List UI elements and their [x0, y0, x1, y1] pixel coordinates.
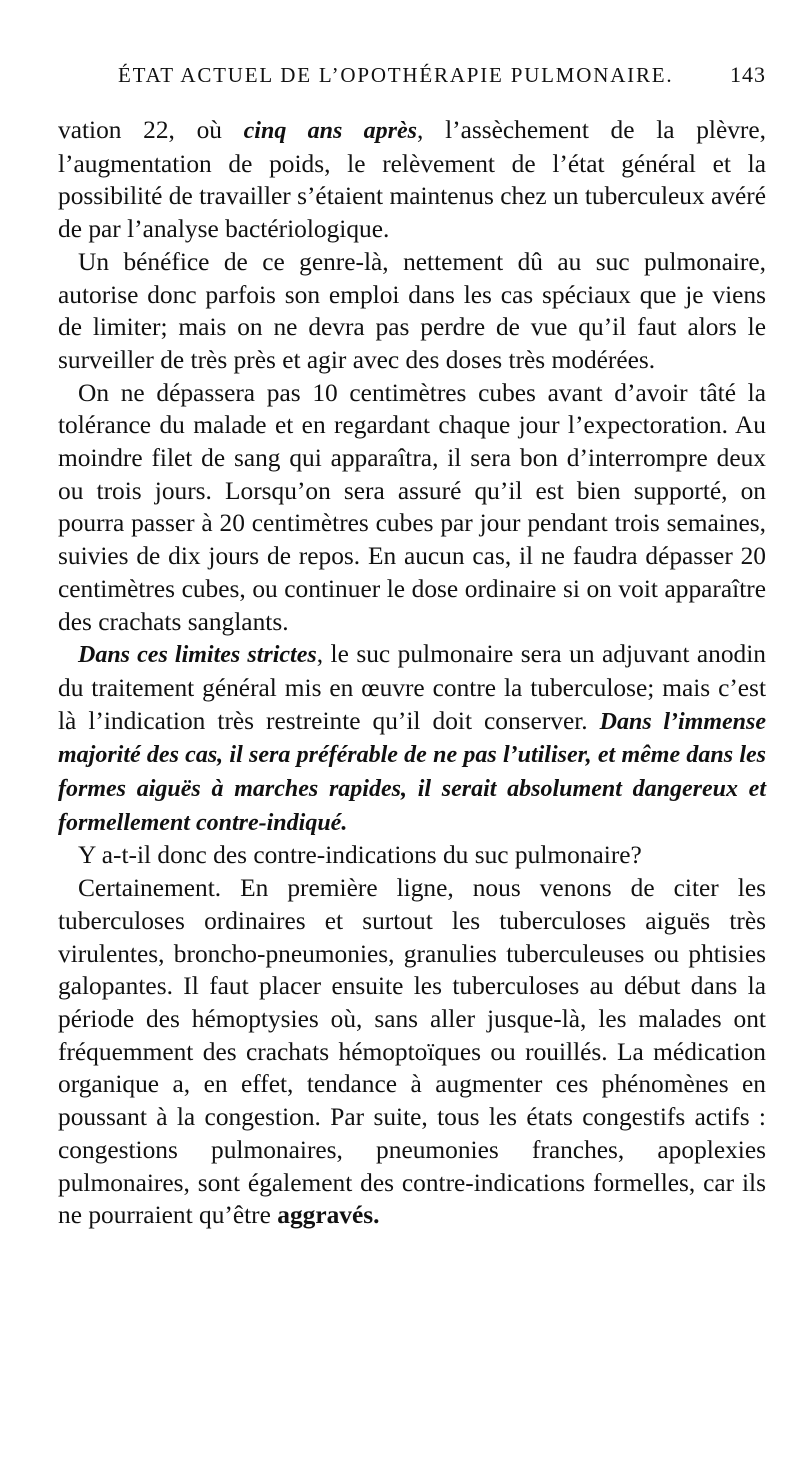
- paragraph-6: [58, 872, 766, 1232]
- running-title: ÉTAT ACTUEL DE L’OPOTHÉRAPIE PULMONAIRE.: [118, 63, 674, 87]
- text-segment: Certainement. En première ligne, nous venons de citer les tuberculoses ordinaires et surtout les tuberculoses aiguës très virulentes, broncho-pneumonies, granulies tuberculeuses ou phtisies galopantes. Il faut placer ensuite les tuberculoses au début dans la période des hémoptysies où, sans aller jusque-là, les malades ont fréquemment des crachats hémoptoïques ou rouillés. La médication organique a, en effet, tendance à augmenter ces phénomènes en poussant à la congestion. Par suite, tous les états congestifs actifs : congestions pulmonaires, pneumonies franches, apoplexies pulmonaires, sont également des contre-indications formelles, car ils ne pourraient qu’être: [58, 874, 766, 1230]
- book-page: [58, 62, 766, 1232]
- text-segment: Y a-t-il donc des contre-indications du suc pulmonaire?: [78, 841, 642, 870]
- final-bold-word: aggravés.: [277, 1201, 380, 1230]
- text-segment: On ne dépassera pas 10 centimètres cubes avant d’avoir tâté la tolérance du malade et en regardant chaque jour l’expectoration. Au moindre filet de sang qui apparaîtra, il sera bon d’interrompre deux ou trois jours. Lorsqu’on sera assuré qu’il est bien supporté, on pourra passer à 20 centimètres cubes par jour pendant trois semaines, suivies de dix jours de repos. En aucun cas, il ne faudra dépasser 20 centimètres cubes, ou continuer le dose ordinaire si on voit apparaître des crachats sanglants.: [58, 378, 766, 636]
- italic-phrase: cinq ans après: [243, 118, 418, 144]
- text-segment: , l’assèchement de la plèvre, l’augmentation de poids, le relèvement de l’état général et la possibilité de travailler s’étaient maintenus chez un tuberculeux avéré de par l’analyse bactériologique.: [58, 116, 767, 244]
- paragraph-4: [58, 638, 766, 839]
- running-header: [58, 62, 766, 102]
- text-segment: Un bénéfice de ce genre-là, nettement dû au suc pulmonaire, autorise donc parfois son emploi dans les cas spéciaux que je viens de limiter; mais on ne devra pas perdre de vue qu’il faut alors le surveiller de très près et agir avec des doses très modérées.: [58, 247, 766, 374]
- italic-phrase: Dans l’immense majorité des cas, il sera préférable de ne pas l’utiliser, et même dans les formes aiguës à marches rapides, il serait absolument dangereux et formellement contre-indiqué.: [58, 708, 766, 836]
- paragraph-1: [58, 114, 766, 246]
- page-number: 143: [730, 62, 766, 87]
- paragraph-2: [58, 246, 766, 377]
- paragraph-3: [58, 377, 766, 639]
- paragraph-5: [58, 839, 766, 872]
- body-text: [58, 114, 766, 1232]
- text-segment: vation 22, où: [58, 116, 244, 144]
- italic-phrase: Dans ces limites strictes: [78, 642, 317, 669]
- text-segment: , le suc pulmonaire sera un adjuvant anodin du traitement général mis en œuvre contre la tuberculose; mais c’est là l’indication très restreinte qu’il doit conserver.: [58, 640, 767, 735]
